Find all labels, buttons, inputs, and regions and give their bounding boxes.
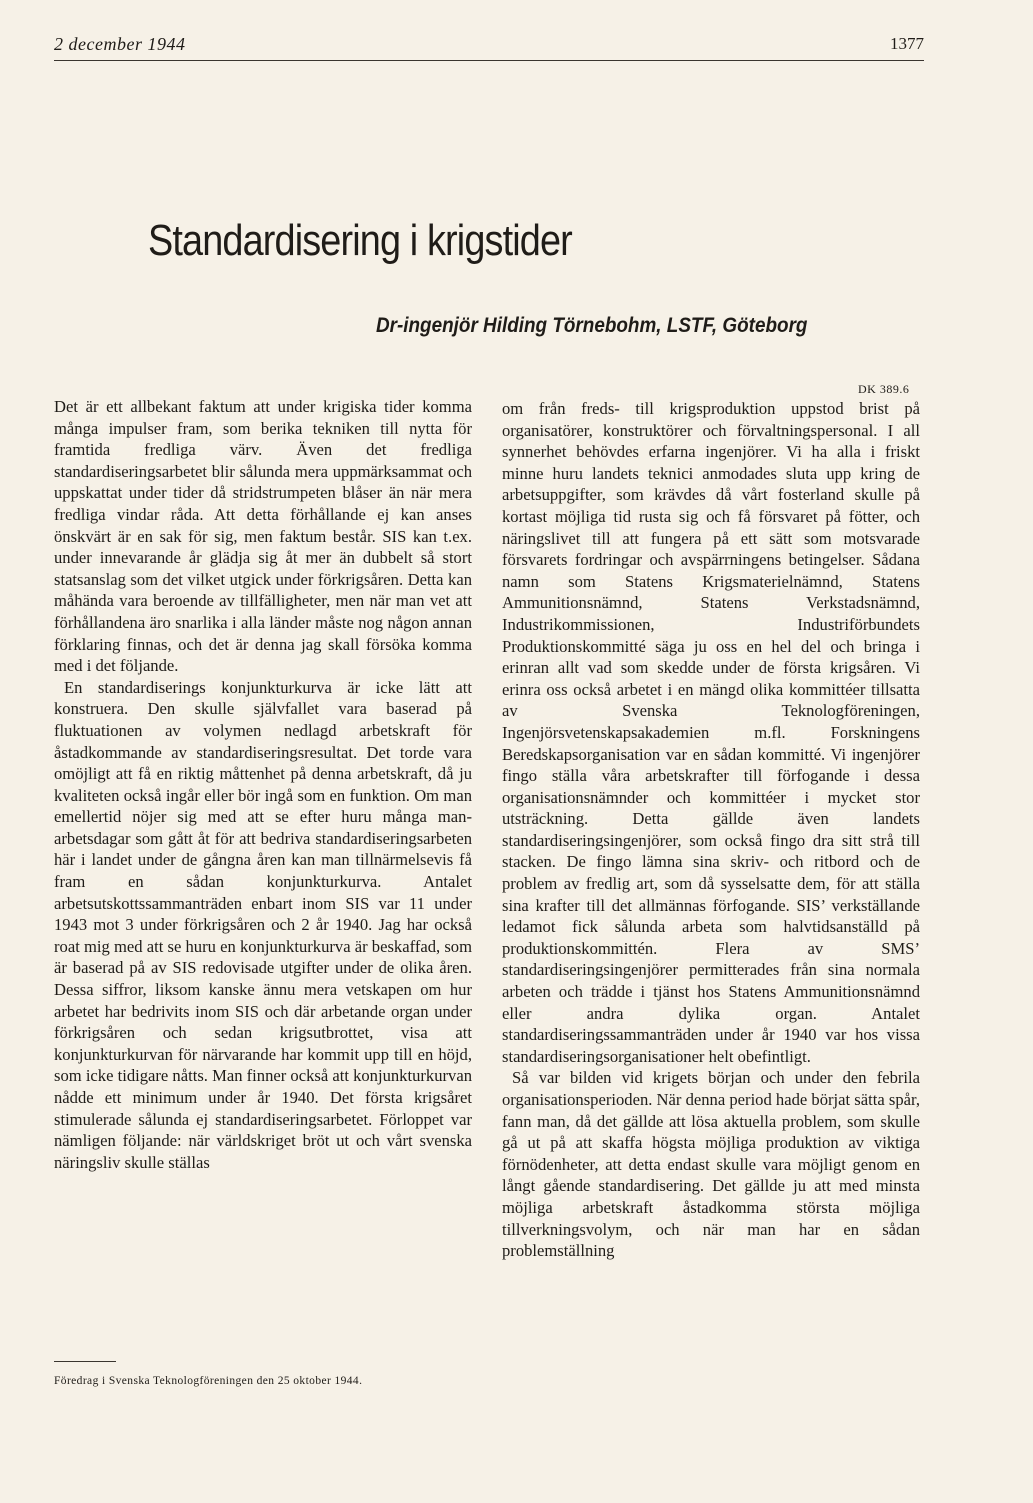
article-title: Standardisering i krigstider	[148, 216, 572, 265]
paragraph: En standardiserings konjunkturkurva är icke lätt att konstruera. Den skulle självfallet vara baserad på fluktuationen av volymen nedlagd arbetskraft för åstadkommande av standardiseringsresultat. Det torde vara omöjligt att få en riktig måttenhet på denna arbetskraft, då ju kvaliteten också ingår eller bör ingå som en funktion. Om man emellertid nöjer sig med att se efter huru många man-arbetsdagar som gått åt för att bedriva standardiseringsarbeten här i landet under de gångna åren kan man tillnärmelsevis få fram en sådan konjunkturkurva. Antalet arbetsutskottssammanträden enbart inom SIS var 11 under 1943 mot 3 under förkrigsåren och 2 år 1940. Jag har också roat mig med att se huru en konjunkturkurva är beskaffad, som är baserad på av SIS redovisade utgifter under de olika åren. Dessa siffror, liksom kanske ännu mera vetskapen om hur arbetet har bedrivits inom SIS och där arbetande organ under förkrigsåren och sedan krigsutbrottet, visa att konjunkturkurvan för närvarande har kommit upp till en höjd, som icke tidigare nåtts. Man finner också att konjunkturkurvan nådde ett minimum under år 1940. Det första krigsåret stimulerade sålunda ej standardiseringsarbetet. Förloppet var nämligen följande: när världskriget bröt ut och vårt svenska näringsliv skulle ställas	[54, 677, 472, 1172]
article-author: Dr-ingenjör Hilding Törnebohm, LSTF, Göteborg	[375, 314, 807, 337]
paragraph: om från freds- till krigsproduktion uppstod brist på organisatörer, konstruktörer och förvaltningspersonal. I all synnerhet behövdes erfarna ingenjörer. Vi ha alla i friskt minne huru landets teknici anmodades sluta upp kring de arbetsuppgifter, som krävdes då vårt fosterland skulle på kortast möjliga tid rusta sig och få försvaret på fötter, och näringslivet till att fungera på ett sätt som motsvarade försvarets fordringar och avspärrningens betingelser. Sådana namn som Statens Krigsmaterielnämnd, Statens Ammunitionsnämnd, Statens Verkstadsnämnd, Industrikommissionen, Industriförbundets Produktionskommitté säga ju oss en hel del och bringa i erinran allt vad som skedde under de första krigsåren. Vi erinra oss också arbetet i en mängd olika kommittéer tillsatta av Svenska Teknologföreningen, Ingenjörsvetenskapsakademien m.fl. Forskningens Beredskapsorganisation var en sådan kommitté. Vi ingenjörer fingo ställa våra arbetskrafter till förfogande i dessa organisationsnämnder och kommittéer i mycket stor utsträckning. Detta gällde även landets standardiseringsingenjörer, som också fingo dra sitt strå till stacken. De fingo lämna sina skriv- och ritbord och de problem av fredlig art, som då sysselsatte dem, för att ställa sina krafter till det allmännas förfogande. SIS’ verkställande ledamot fick sålunda arbeta som halvtidsanställd på produktionskommittén. Flera av SMS’ standardiseringsingenjörer permitterades från sina normala arbeten och trädde i tjänst hos Statens Ammunitionsnämnd eller andra dylika organ. Antalet standardiseringssammanträden under år 1940 var hos vissa standardiseringsorganisationer helt obefintligt.	[502, 399, 920, 1066]
footnote-divider	[54, 1361, 116, 1362]
left-column	[54, 396, 472, 1173]
right-column	[502, 398, 920, 1262]
page-number: 1377	[890, 34, 924, 53]
classification-code: DK 389.6	[858, 382, 910, 396]
paragraph: Så var bilden vid krigets början och under den febrila organisationsperioden. När denna period hade börjat sätta spår, fann man, då det gällde att lösa aktuella problem, som skulle gå ut på att skaffa högsta möjliga produktion av viktiga förnödenheter, att detta endast skulle vara möjligt genom en långt gående standardisering. Det gällde ju att med minsta möjliga arbetskraft åstadkomma största möjliga tillverkningsvolym, och när man har en sådan problemställning	[502, 1068, 920, 1261]
running-header	[54, 34, 924, 61]
issue-date: 2 december 1944	[54, 34, 186, 54]
paragraph: Det är ett allbekant faktum att under krigiska tider komma många impulser fram, som berika tekniken till nytta för framtida fredliga värv. Även det fredliga standardiseringsarbetet blir sålunda mera uppmärksammat och uppskattat under tider då stridstrumpeten blåser än när mera fredliga vindar råda. Att detta förhållande ej kan anses önskvärt är en sak för sig, men faktum består. SIS kan t.ex. under innevarande år glädja sig åt mer än dubbelt så stort statsanslag som det vilket utgick under förkrigsåren. Detta kan måhända vara beroende av tillfälligheter, men när man vet att förhållandena äro snarlika i alla länder måste nog någon annan förklaring finnas, och det är denna jag skall försöka komma med i det följande.	[54, 397, 472, 676]
footnote: Föredrag i Svenska Teknologföreningen den 25 oktober 1944.	[54, 1375, 363, 1387]
